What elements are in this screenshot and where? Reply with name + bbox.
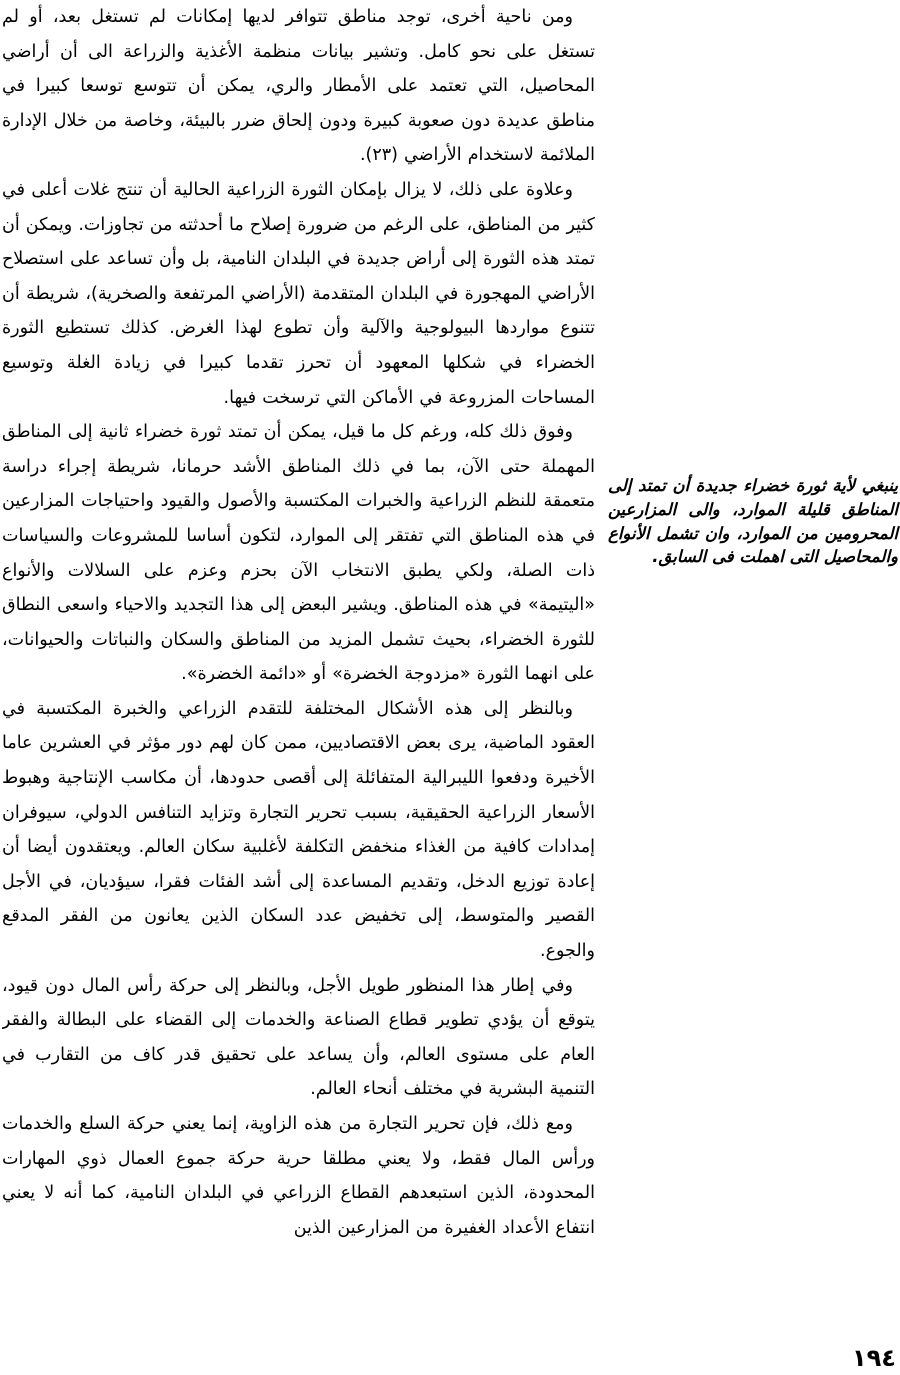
paragraph-1: ومن ناحية أخرى، توجد مناطق تتوافر لديها إمكانات لم تستغل بعد، أو لم تستغل على نحو كامل. وتشير بيانات منظمة الأغذية والزراعة الى أن أراضي المحاصيل، التي تعتمد على الأمطار والري، يمكن أن تتوسع توسعا كبيرا في مناطق عديدة دون صعوبة كبيرة ودون إلحاق ضرر بالبيئة، وخاصة من خلال الإدارة الملائمة لاستخدام الأراضي (٢٣).: [2, 7, 595, 166]
paragraph-3: وفوق ذلك كله، ورغم كل ما قيل، يمكن أن تمتد ثورة خضراء ثانية إلى المناطق المهملة حتى الآن، بما في ذلك المناطق الأشد حرمانا، شريطة إجراء دراسة متعمقة للنظم الزراعية والخبرات المكتسبة والأصول والقيود واحتياجات المزارعين في هذه المناطق التي تفتقر إلى الموارد، لتكون أساسا للمشروعات والسياسات ذات الصلة، ولكي يطبق الانتخاب الآن بحزم وعزم على السلالات والأنواع «اليتيمة» في هذه المناطق. ويشير البعض إلى هذا التجديد والاحياء واسعى النطاق للثورة الخضراء، بحيث تشمل المزيد من المناطق والسكان والنباتات والحيوانات، على انهما الثورة «مزدوجة الخضرة» أو «دائمة الخضرة».: [2, 422, 595, 685]
paragraph-5: وفي إطار هذا المنظور طويل الأجل، وبالنظر إلى حركة رأس المال دون قيود، يتوقع أن يؤدي تطوير قطاع الصناعة والخدمات إلى القضاء على البطالة والفقر العام على مستوى العالم، وأن يساعد على تحقيق قدر كاف من التقارب في التنمية البشرية في مختلف أنحاء العالم.: [2, 975, 595, 1100]
paragraph-4: وبالنظر إلى هذه الأشكال المختلفة للتقدم الزراعي والخبرة المكتسبة في العقود الماضية، يرى بعض الاقتصاديين، ممن كان لهم دور مؤثر في العشرين عاما الأخيرة ودفعوا الليبرالية المتفائلة إلى أقصى حدودها، أن مكاسب الإنتاجية وهبوط الأسعار الزراعية الحقيقية، بسبب تحرير التجارة وتزايد التنافس الدولي، سيوفران إمدادات كافية من الغذاء منخفض التكلفة لأغلبية سكان العالم. ويعتقدون أيضا أن إعادة توزيع الدخل، وتقديم المساعدة إلى أشد الفئات فقرا، سيؤديان، في الأجل القصير والمتوسط، إلى تخفيض عدد السكان الذين يعانون من الفقر المدقع والجوع.: [2, 698, 595, 962]
paragraph-6: ومع ذلك، فإن تحرير التجارة من هذه الزاوية، إنما يعني حركة السلع والخدمات ورأس المال فقط، ولا يعني مطلقا حرية حركة جموع العمال ذوي المهارات المحدودة، الذين استبعدهم القطاع الزراعي في البلدان النامية، كما أنه لا يعني انتفاع الأعداد الغفيرة من المزارعين الذين: [2, 1114, 595, 1238]
margin-pull-quote: ينبغي لأية ثورة خضراء جديدة أن تمتد إلى المناطق قليلة الموارد، والى المزارعين المحرومين من الموارد، وان تشمل الأنواع والمحاصيل التى اهملت فى السابق.: [608, 476, 898, 567]
page-number: ١٩٤: [852, 1344, 896, 1372]
main-text-column: [2, 0, 595, 1345]
paragraph-2: وعلاوة على ذلك، لا يزال بإمكان الثورة الزراعية الحالية أن تنتج غلات أعلى في كثير من المناطق، على الرغم من ضرورة إصلاح ما أحدثته من تجاوزات. ويمكن أن تمتد هذه الثورة إلى أراض جديدة في البلدان النامية، بل وأن تساعد على استصلاح الأراضي المهجورة في البلدان المتقدمة (الأراضي المرتفعة والصخرية)، شريطة أن تتنوع مواردها البيولوجية والآلية وأن تطوع لهذا الغرض. كذلك تستطيع الثورة الخضراء في شكلها المعهود أن تحرز تقدما كبيرا في زيادة الغلة وتوسيع المساحات المزروعة في الأماكن التي ترسخت فيها.: [2, 179, 595, 408]
